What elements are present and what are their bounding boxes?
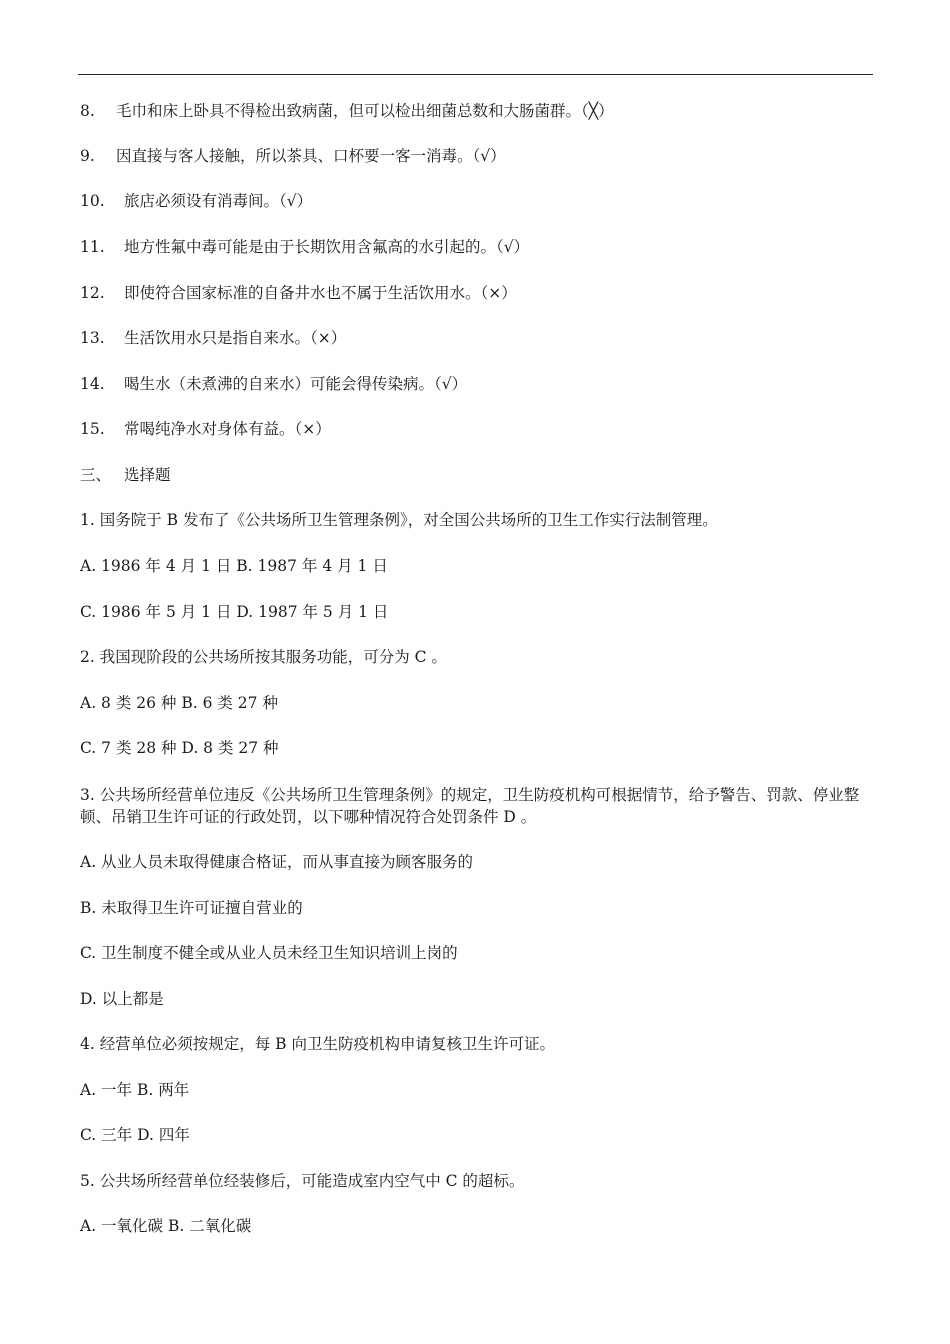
item-text: 常喝纯净水对身体有益。（×） [124,420,331,438]
header-rule [78,74,873,75]
item-number: 15. [80,420,105,438]
question-3-option-a: A. 从业人员未取得健康合格证，而从事直接为顾客服务的 [80,853,474,871]
item-text: 即使符合国家标准的自备井水也不属于生活饮用水。（×） [124,284,517,302]
judgement-item-9 [80,145,870,167]
item-text: 地方性氟中毒可能是由于长期饮用含氟高的水引起的。（√） [124,238,530,256]
question-2-options-cd: C. 7 类 28 种 D. 8 类 27 种 [80,739,279,757]
judgement-item-13 [80,327,870,349]
question-2-options-ab: A. 8 类 26 种 B. 6 类 27 种 [80,694,278,712]
section-heading [80,464,870,486]
section-number: 三、 [80,466,112,484]
item-text: 毛巾和床上卧具不得检出致病菌，但可以检出细菌总数和大肠菌群。（╳） [116,102,614,120]
judgement-item-15 [80,418,870,440]
item-text: 喝生水（未煮沸的自来水）可能会得传染病。（√） [124,375,468,393]
question-3-option-b: B. 未取得卫生许可证擅自营业的 [80,899,303,917]
item-number: 14. [80,375,105,393]
item-number: 9. [80,147,95,165]
item-text: 因直接与客人接触，所以茶具、口杯要一客一消毒。（√） [116,147,506,165]
item-number: 8. [80,102,95,120]
item-number: 12. [80,284,105,302]
question-3: 3. 公共场所经营单位违反《公共场所卫生管理条例》的规定，卫生防疫机构可根据情节，给予警告、罚款、停业整顿、吊销卫生许可证的行政处罚，以下哪种情况符合处罚条件 D 。 [80,786,860,826]
item-number: 11. [80,238,105,256]
question-2: 2. 我国现阶段的公共场所按其服务功能，可分为 C 。 [80,648,447,666]
item-text: 生活饮用水只是指自来水。（×） [124,329,347,347]
question-4-options-ab: A. 一年 B. 两年 [80,1081,190,1099]
question-1-options-cd: C. 1986 年 5 月 1 日 D. 1987 年 5 月 1 日 [80,603,389,621]
judgement-item-11 [80,236,870,258]
item-text: 旅店必须设有消毒间。（√） [124,192,313,210]
item-number: 10. [80,192,105,210]
question-4: 4. 经营单位必须按规定，每 B 向卫生防疫机构申请复核卫生许可证。 [80,1035,555,1053]
question-1-options-ab: A. 1986 年 4 月 1 日 B. 1987 年 4 月 1 日 [80,557,388,575]
question-3-option-d: D. 以上都是 [80,990,164,1008]
judgement-item-8 [80,100,870,122]
section-title: 选择题 [124,466,171,484]
question-5-options-ab: A. 一氧化碳 B. 二氧化碳 [80,1217,252,1235]
item-number: 13. [80,329,105,347]
question-1: 1. 国务院于 B 发布了《公共场所卫生管理条例》，对全国公共场所的卫生工作实行法制管理。 [80,511,718,529]
question-3-option-c: C. 卫生制度不健全或从业人员未经卫生知识培训上岗的 [80,944,458,962]
judgement-item-12 [80,282,870,304]
judgement-item-10 [80,190,870,212]
question-5: 5. 公共场所经营单位经装修后，可能造成室内空气中 C 的超标。 [80,1172,525,1190]
judgement-item-14 [80,373,870,395]
question-4-options-cd: C. 三年 D. 四年 [80,1126,190,1144]
